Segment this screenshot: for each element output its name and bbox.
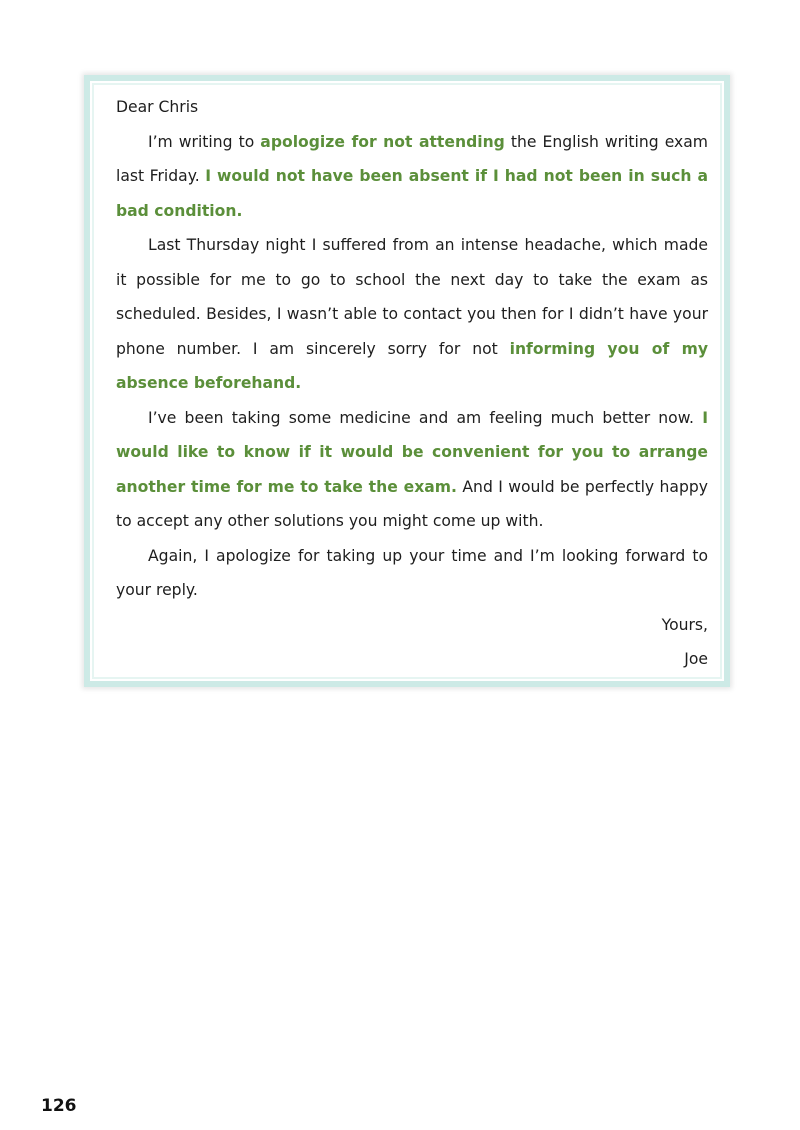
letter-closing: Yours, bbox=[661, 615, 708, 634]
letter-paragraph-1 bbox=[116, 125, 708, 229]
paragraph-text: And I would be perfectly happy to accept any other solutions you might come up with. bbox=[116, 477, 709, 530]
paragraph-text: the English writing exam last Friday. bbox=[116, 132, 708, 185]
letter-signature: Joe bbox=[684, 650, 708, 668]
highlighted-phrase: apologize for not attending bbox=[260, 132, 505, 151]
paragraph-text: I’ve been taking some medicine and am feeling much better now. bbox=[148, 408, 703, 427]
letter-paragraph-2 bbox=[116, 228, 708, 401]
paragraph-text: Last Thursday night I suffered from an intense headache, which made it possible for me to go to school the next day to take the exam as scheduled. Besides, I wasn’t able to contact you then for I didn’t have your phone number. I am sincerely sorry for not bbox=[116, 236, 708, 358]
letter-salutation: Dear Chris bbox=[116, 98, 199, 116]
letter-body bbox=[116, 90, 708, 677]
letter-paragraph-3 bbox=[116, 401, 708, 539]
highlighted-phrase: I would like to know if it would be convenient for you to arrange another time for me to take the exam. bbox=[116, 408, 708, 496]
paragraph-text: Again, I apologize for taking up your time and I’m looking forward to your reply. bbox=[116, 546, 708, 599]
page-number: 126 bbox=[41, 1096, 77, 1116]
paragraph-text: I’m writing to bbox=[148, 132, 261, 151]
highlighted-phrase: informing you of my absence beforehand. bbox=[116, 339, 709, 392]
highlighted-phrase: I would not have been absent if I had not been in such a bad condition. bbox=[116, 167, 708, 220]
letter-paragraph-4 bbox=[116, 539, 708, 608]
